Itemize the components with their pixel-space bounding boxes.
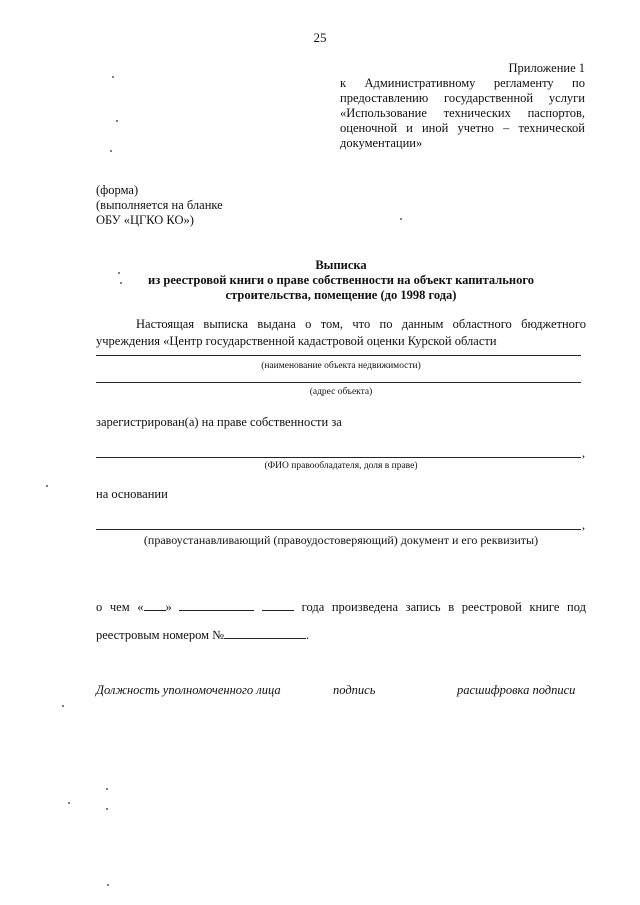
day-field[interactable] — [144, 598, 166, 611]
form-note-line: ОБУ «ЦГКО КО») — [96, 213, 194, 227]
appendix-line: оценочной и иной учетно – технической — [340, 121, 585, 135]
scan-speck — [46, 485, 48, 487]
month-field[interactable] — [179, 598, 254, 611]
form-note — [96, 183, 223, 228]
scan-speck — [106, 808, 108, 810]
record-text: » — [165, 600, 172, 614]
appendix-line: «Использование технических паспортов, — [340, 106, 585, 120]
object-name-line[interactable] — [96, 355, 581, 356]
record-text: года произведена запись в реестровой книге под — [301, 600, 586, 614]
intro-line: Настоящая выписка выдана о том, что по данным областного бюджетного — [136, 317, 586, 331]
form-note-line: (выполняется на бланке — [96, 198, 223, 212]
year-field[interactable] — [262, 598, 294, 611]
appendix-block — [340, 61, 585, 151]
signature-decode-label: расшифровка подписи — [457, 683, 576, 697]
document-title — [96, 258, 586, 303]
owner-line[interactable] — [96, 457, 581, 458]
registered-text: зарегистрирован(а) на праве собственности за — [96, 415, 342, 429]
appendix-line: к Административному регламенту по — [340, 76, 585, 90]
scan-speck — [68, 802, 70, 804]
owner-comma: , — [582, 446, 586, 460]
scan-speck — [120, 282, 122, 284]
basis-comma: , — [582, 518, 586, 532]
appendix-line: документации» — [340, 136, 423, 150]
record-text: о чем « — [96, 600, 144, 614]
scan-speck — [116, 120, 118, 122]
appendix-line: предоставлению государственной услуги — [340, 91, 585, 105]
owner-caption: (ФИО правообладателя, доля в праве) — [264, 461, 418, 471]
title-line: Выписка — [315, 258, 367, 272]
record-line — [96, 628, 309, 642]
scan-speck — [400, 218, 402, 220]
basis-doc-line[interactable] — [96, 529, 581, 530]
form-note-line: (форма) — [96, 183, 139, 197]
scan-speck — [62, 705, 64, 707]
address-line[interactable] — [96, 382, 581, 383]
scan-speck — [107, 884, 109, 886]
page-number: 25 — [313, 30, 327, 45]
appendix-title: Приложение 1 — [508, 61, 585, 75]
address-caption: (адрес объекта) — [309, 387, 373, 397]
scan-speck — [110, 150, 112, 152]
registry-number-field[interactable] — [224, 626, 306, 639]
intro-paragraph — [96, 316, 586, 350]
scan-speck — [112, 76, 114, 78]
title-line: строительства, помещение (до 1998 года) — [225, 288, 457, 302]
record-text: . — [306, 628, 310, 642]
intro-line: учреждения «Центр государственной кадастровой оценки Курской области — [96, 334, 497, 348]
scan-speck — [106, 788, 108, 790]
signature-sign-label: подпись — [333, 683, 376, 697]
title-line: из реестровой книги о праве собственности на объект капитального — [148, 273, 534, 287]
basis-doc-caption: (правоустанавливающий (правоудостоверяющий) документ и его реквизиты) — [143, 533, 539, 547]
signature-position-label: Должность уполномоченного лица — [96, 683, 281, 697]
basis-text: на основании — [96, 487, 168, 501]
scan-speck — [118, 272, 120, 274]
record-line — [96, 593, 586, 621]
record-text: реестровым номером № — [96, 628, 225, 642]
object-name-caption: (наименование объекта недвижимости) — [261, 361, 421, 371]
record-paragraph — [96, 593, 586, 649]
